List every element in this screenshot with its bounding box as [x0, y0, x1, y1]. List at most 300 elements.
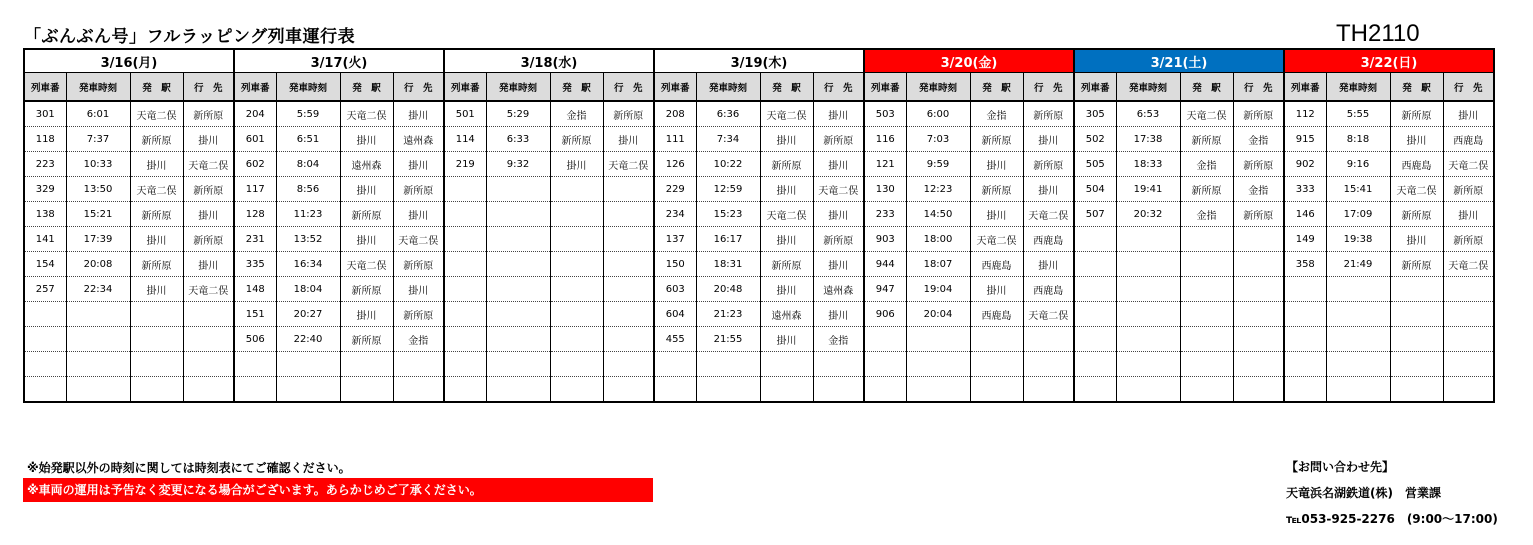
destination-cell: [1233, 352, 1284, 377]
train-number-cell: 305: [1074, 101, 1116, 127]
column-header-departure-time: 発車時刻: [1326, 73, 1390, 102]
departure-time-cell: [1116, 327, 1180, 352]
destination-cell: 掛川: [393, 101, 444, 127]
origin-cell: 新所原: [1180, 177, 1233, 202]
destination-cell: 掛川: [183, 202, 234, 227]
destination-cell: [393, 377, 444, 403]
destination-cell: 西鹿島: [1443, 127, 1494, 152]
departure-time-cell: [276, 352, 340, 377]
origin-cell: [130, 302, 183, 327]
column-header-destination: 行 先: [1233, 73, 1284, 102]
origin-cell: 新所原: [760, 152, 813, 177]
train-number-cell: [444, 377, 486, 403]
origin-cell: 金指: [550, 101, 603, 127]
origin-cell: [760, 352, 813, 377]
train-number-cell: 358: [1284, 252, 1326, 277]
destination-cell: [603, 302, 654, 327]
origin-cell: 金指: [1180, 202, 1233, 227]
train-number-cell: [1074, 227, 1116, 252]
departure-time-cell: 18:31: [696, 252, 760, 277]
origin-cell: 掛川: [1390, 127, 1443, 152]
destination-cell: 遠州森: [813, 277, 864, 302]
destination-cell: 天竜二俣: [1023, 302, 1074, 327]
destination-cell: [603, 252, 654, 277]
departure-time-cell: [696, 352, 760, 377]
origin-cell: 西鹿島: [970, 302, 1023, 327]
destination-cell: 金指: [813, 327, 864, 352]
column-header-destination: 行 先: [1443, 73, 1494, 102]
destination-cell: 掛川: [1443, 202, 1494, 227]
origin-cell: 金指: [970, 101, 1023, 127]
departure-time-cell: [696, 377, 760, 403]
train-number-cell: [1284, 377, 1326, 403]
destination-cell: 掛川: [603, 127, 654, 152]
origin-cell: 西鹿島: [1390, 152, 1443, 177]
origin-cell: 新所原: [550, 127, 603, 152]
origin-cell: [550, 252, 603, 277]
column-header-train-number: 列車番: [1284, 73, 1326, 102]
destination-cell: 新所原: [393, 177, 444, 202]
column-header-origin: 発 駅: [1390, 73, 1443, 102]
destination-cell: 新所原: [183, 227, 234, 252]
train-number-cell: 141: [24, 227, 66, 252]
origin-cell: 天竜二俣: [1390, 177, 1443, 202]
origin-cell: 新所原: [340, 327, 393, 352]
origin-cell: 新所原: [130, 202, 183, 227]
table-row: [24, 101, 1494, 127]
departure-time-cell: 18:04: [276, 277, 340, 302]
train-number-cell: 233: [864, 202, 906, 227]
departure-time-cell: [486, 227, 550, 252]
origin-cell: [550, 327, 603, 352]
column-header-destination: 行 先: [1023, 73, 1074, 102]
origin-cell: [550, 227, 603, 252]
train-number-cell: 301: [24, 101, 66, 127]
train-number-cell: [444, 277, 486, 302]
origin-cell: 西鹿島: [970, 252, 1023, 277]
destination-cell: [393, 352, 444, 377]
departure-time-cell: [486, 352, 550, 377]
destination-cell: 金指: [1233, 177, 1284, 202]
origin-cell: 遠州森: [760, 302, 813, 327]
train-number-cell: 501: [444, 101, 486, 127]
departure-time-cell: 15:41: [1326, 177, 1390, 202]
destination-cell: 新所原: [1233, 202, 1284, 227]
departure-time-cell: 21:49: [1326, 252, 1390, 277]
column-header-destination: 行 先: [813, 73, 864, 102]
destination-cell: 掛川: [813, 302, 864, 327]
origin-cell: 新所原: [1180, 127, 1233, 152]
origin-cell: 新所原: [130, 252, 183, 277]
train-number-cell: 116: [864, 127, 906, 152]
train-number-cell: 138: [24, 202, 66, 227]
departure-time-cell: 22:34: [66, 277, 130, 302]
train-number-cell: 947: [864, 277, 906, 302]
destination-cell: [603, 327, 654, 352]
destination-cell: 新所原: [183, 101, 234, 127]
origin-cell: [1390, 327, 1443, 352]
train-number-cell: [24, 327, 66, 352]
train-number-cell: 114: [444, 127, 486, 152]
destination-cell: 天竜二俣: [183, 152, 234, 177]
contact-label: 【お問い合わせ先】: [1286, 460, 1395, 474]
destination-cell: [1023, 327, 1074, 352]
departure-time-cell: 19:41: [1116, 177, 1180, 202]
departure-time-cell: [486, 377, 550, 403]
origin-cell: [340, 377, 393, 403]
origin-cell: 掛川: [760, 277, 813, 302]
departure-time-cell: 21:23: [696, 302, 760, 327]
origin-cell: 天竜二俣: [340, 101, 393, 127]
departure-time-cell: [1116, 377, 1180, 403]
origin-cell: 新所原: [970, 177, 1023, 202]
train-number-cell: [864, 352, 906, 377]
departure-time-cell: 13:50: [66, 177, 130, 202]
origin-cell: [1390, 302, 1443, 327]
origin-cell: [130, 377, 183, 403]
origin-cell: 掛川: [970, 277, 1023, 302]
train-number-cell: 229: [654, 177, 696, 202]
departure-time-cell: 8:56: [276, 177, 340, 202]
departure-time-cell: [66, 327, 130, 352]
departure-time-cell: 20:32: [1116, 202, 1180, 227]
destination-cell: 天竜二俣: [393, 227, 444, 252]
destination-cell: 新所原: [393, 302, 444, 327]
column-header-destination: 行 先: [183, 73, 234, 102]
departure-time-cell: [1116, 352, 1180, 377]
departure-time-cell: 22:40: [276, 327, 340, 352]
origin-cell: 掛川: [970, 152, 1023, 177]
train-number-cell: 208: [654, 101, 696, 127]
table-row: [24, 127, 1494, 152]
origin-cell: [1180, 352, 1233, 377]
column-header-row: [24, 73, 1494, 102]
departure-time-cell: [486, 302, 550, 327]
origin-cell: 掛川: [760, 227, 813, 252]
destination-cell: [1233, 227, 1284, 252]
departure-time-cell: [1326, 302, 1390, 327]
destination-cell: 新所原: [813, 127, 864, 152]
train-number-cell: 944: [864, 252, 906, 277]
origin-cell: 天竜二俣: [340, 252, 393, 277]
destination-cell: 新所原: [183, 177, 234, 202]
departure-time-cell: 19:38: [1326, 227, 1390, 252]
departure-time-cell: [1116, 227, 1180, 252]
departure-time-cell: 18:00: [906, 227, 970, 252]
departure-time-cell: [1326, 327, 1390, 352]
train-number-cell: 455: [654, 327, 696, 352]
train-number-cell: [444, 327, 486, 352]
origin-cell: [970, 352, 1023, 377]
train-number-cell: [1074, 377, 1116, 403]
day-header-1: 3/17(火): [234, 49, 444, 73]
departure-time-cell: 18:07: [906, 252, 970, 277]
destination-cell: [183, 302, 234, 327]
destination-cell: 掛川: [1023, 127, 1074, 152]
destination-cell: [1233, 377, 1284, 403]
train-number-cell: 146: [1284, 202, 1326, 227]
departure-time-cell: 8:04: [276, 152, 340, 177]
departure-time-cell: 6:36: [696, 101, 760, 127]
departure-time-cell: [66, 302, 130, 327]
departure-time-cell: 12:23: [906, 177, 970, 202]
train-number-cell: [1284, 302, 1326, 327]
departure-time-cell: 14:50: [906, 202, 970, 227]
train-number-cell: 204: [234, 101, 276, 127]
destination-cell: 天竜二俣: [813, 177, 864, 202]
day-header-2: 3/18(水): [444, 49, 654, 73]
destination-cell: 新所原: [1023, 152, 1074, 177]
train-number-cell: [1074, 302, 1116, 327]
origin-cell: [1180, 252, 1233, 277]
destination-cell: [603, 227, 654, 252]
origin-cell: 掛川: [760, 177, 813, 202]
train-number-cell: [1284, 277, 1326, 302]
column-header-departure-time: 発車時刻: [66, 73, 130, 102]
destination-cell: [1443, 277, 1494, 302]
train-number-cell: 506: [234, 327, 276, 352]
destination-cell: [603, 377, 654, 403]
destination-cell: 掛川: [1023, 252, 1074, 277]
departure-time-cell: 20:48: [696, 277, 760, 302]
departure-time-cell: [66, 352, 130, 377]
destination-cell: [813, 377, 864, 403]
train-number-cell: [864, 327, 906, 352]
train-number-cell: 505: [1074, 152, 1116, 177]
origin-cell: [1390, 277, 1443, 302]
destination-cell: 掛川: [813, 202, 864, 227]
page-title: 「ぶんぶん号」フルラッピング列車運行表: [24, 27, 356, 47]
train-number-cell: 504: [1074, 177, 1116, 202]
departure-time-cell: [906, 377, 970, 403]
train-number-cell: 902: [1284, 152, 1326, 177]
origin-cell: 天竜二俣: [130, 101, 183, 127]
column-header-train-number: 列車番: [654, 73, 696, 102]
destination-cell: [1443, 302, 1494, 327]
origin-cell: [1390, 352, 1443, 377]
train-number-cell: 915: [1284, 127, 1326, 152]
departure-time-cell: 9:16: [1326, 152, 1390, 177]
destination-cell: 天竜二俣: [1443, 252, 1494, 277]
origin-cell: [1180, 327, 1233, 352]
destination-cell: 新所原: [1443, 227, 1494, 252]
departure-time-cell: [486, 202, 550, 227]
destination-cell: [1443, 327, 1494, 352]
departure-time-cell: [1326, 277, 1390, 302]
note-vehicle-change-warning: ※車両の運用は予告なく変更になる場合がございます。あらかじめご了承ください。: [23, 478, 653, 502]
departure-time-cell: [486, 252, 550, 277]
destination-cell: 西鹿島: [1023, 277, 1074, 302]
departure-time-cell: 5:29: [486, 101, 550, 127]
destination-cell: 遠州森: [393, 127, 444, 152]
timetable-body: [24, 101, 1494, 402]
departure-time-cell: [1116, 302, 1180, 327]
departure-time-cell: 9:32: [486, 152, 550, 177]
train-number-cell: 112: [1284, 101, 1326, 127]
origin-cell: 掛川: [970, 202, 1023, 227]
destination-cell: 天竜二俣: [1023, 202, 1074, 227]
departure-time-cell: [906, 352, 970, 377]
column-header-train-number: 列車番: [24, 73, 66, 102]
destination-cell: 新所原: [393, 252, 444, 277]
train-number-cell: [444, 352, 486, 377]
train-number-cell: [234, 352, 276, 377]
origin-cell: [1180, 302, 1233, 327]
origin-cell: 新所原: [760, 252, 813, 277]
destination-cell: 掛川: [393, 202, 444, 227]
origin-cell: 天竜二俣: [130, 177, 183, 202]
train-number-cell: [1074, 352, 1116, 377]
origin-cell: 掛川: [760, 327, 813, 352]
table-row: [24, 202, 1494, 227]
departure-time-cell: 17:38: [1116, 127, 1180, 152]
train-number-cell: 503: [864, 101, 906, 127]
destination-cell: [183, 327, 234, 352]
table-row: [24, 177, 1494, 202]
train-number-cell: [444, 227, 486, 252]
origin-cell: 新所原: [340, 277, 393, 302]
departure-time-cell: 12:59: [696, 177, 760, 202]
destination-cell: 掛川: [393, 277, 444, 302]
train-number-cell: 507: [1074, 202, 1116, 227]
origin-cell: [1390, 377, 1443, 403]
column-header-train-number: 列車番: [1074, 73, 1116, 102]
destination-cell: 西鹿島: [1023, 227, 1074, 252]
destination-cell: 天竜二俣: [1443, 152, 1494, 177]
destination-cell: 新所原: [1443, 177, 1494, 202]
train-number-cell: 231: [234, 227, 276, 252]
destination-cell: 新所原: [1233, 152, 1284, 177]
departure-time-cell: 16:17: [696, 227, 760, 252]
destination-cell: [603, 352, 654, 377]
departure-time-cell: 6:33: [486, 127, 550, 152]
train-number-cell: [654, 352, 696, 377]
origin-cell: [1180, 277, 1233, 302]
origin-cell: 掛川: [130, 152, 183, 177]
departure-time-cell: 15:23: [696, 202, 760, 227]
train-number-cell: [24, 352, 66, 377]
origin-cell: 新所原: [970, 127, 1023, 152]
destination-cell: 新所原: [603, 101, 654, 127]
departure-time-cell: [486, 177, 550, 202]
departure-time-cell: 6:51: [276, 127, 340, 152]
origin-cell: 天竜二俣: [1180, 101, 1233, 127]
departure-time-cell: 7:37: [66, 127, 130, 152]
origin-cell: 掛川: [340, 177, 393, 202]
departure-time-cell: 15:21: [66, 202, 130, 227]
table-row: [24, 152, 1494, 177]
column-header-origin: 発 駅: [970, 73, 1023, 102]
destination-cell: [1233, 302, 1284, 327]
departure-time-cell: 6:01: [66, 101, 130, 127]
column-header-train-number: 列車番: [864, 73, 906, 102]
day-header-6: 3/22(日): [1284, 49, 1494, 73]
table-row: [24, 377, 1494, 403]
destination-cell: [183, 352, 234, 377]
day-header-4: 3/20(金): [864, 49, 1074, 73]
train-number-cell: [1074, 277, 1116, 302]
column-header-departure-time: 発車時刻: [1116, 73, 1180, 102]
train-number-cell: 502: [1074, 127, 1116, 152]
train-number-cell: [24, 302, 66, 327]
column-header-destination: 行 先: [393, 73, 444, 102]
departure-time-cell: 21:55: [696, 327, 760, 352]
train-number-cell: 151: [234, 302, 276, 327]
destination-cell: [1443, 377, 1494, 403]
day-header-row: [24, 49, 1494, 73]
train-number-cell: [444, 252, 486, 277]
train-number-cell: 257: [24, 277, 66, 302]
destination-cell: [1233, 327, 1284, 352]
origin-cell: [550, 202, 603, 227]
train-number-cell: 602: [234, 152, 276, 177]
origin-cell: [550, 177, 603, 202]
departure-time-cell: [1326, 377, 1390, 403]
departure-time-cell: [1116, 252, 1180, 277]
destination-cell: [1023, 352, 1074, 377]
note-timetable-reference: ※始発駅以外の時刻に関しては時刻表にてご確認ください。: [27, 461, 351, 475]
destination-cell: 掛川: [183, 252, 234, 277]
origin-cell: 遠州森: [340, 152, 393, 177]
destination-cell: [1233, 277, 1284, 302]
departure-time-cell: [1326, 352, 1390, 377]
destination-cell: [603, 277, 654, 302]
departure-time-cell: 20:08: [66, 252, 130, 277]
departure-time-cell: 10:33: [66, 152, 130, 177]
origin-cell: 掛川: [1390, 227, 1443, 252]
origin-cell: 天竜二俣: [760, 202, 813, 227]
departure-time-cell: [276, 377, 340, 403]
destination-cell: 掛川: [1023, 177, 1074, 202]
train-number-cell: 906: [864, 302, 906, 327]
train-number-cell: [24, 377, 66, 403]
contact-phone: ℡053-925-2276 (9:00～17:00): [1286, 512, 1498, 526]
departure-time-cell: 9:59: [906, 152, 970, 177]
train-number-cell: [1284, 352, 1326, 377]
departure-time-cell: 5:59: [276, 101, 340, 127]
departure-time-cell: 11:23: [276, 202, 340, 227]
departure-time-cell: [66, 377, 130, 403]
departure-time-cell: [486, 327, 550, 352]
departure-time-cell: 6:00: [906, 101, 970, 127]
column-header-origin: 発 駅: [760, 73, 813, 102]
train-number-cell: 148: [234, 277, 276, 302]
column-header-destination: 行 先: [603, 73, 654, 102]
train-number-cell: 117: [234, 177, 276, 202]
destination-cell: [1023, 377, 1074, 403]
train-number-cell: 219: [444, 152, 486, 177]
departure-time-cell: [1116, 277, 1180, 302]
column-header-departure-time: 発車時刻: [906, 73, 970, 102]
table-row: [24, 327, 1494, 352]
table-row: [24, 277, 1494, 302]
destination-cell: [183, 377, 234, 403]
origin-cell: [130, 327, 183, 352]
origin-cell: [550, 302, 603, 327]
train-number-cell: 223: [24, 152, 66, 177]
origin-cell: [130, 352, 183, 377]
origin-cell: [550, 377, 603, 403]
train-number-cell: [234, 377, 276, 403]
departure-time-cell: [486, 277, 550, 302]
destination-cell: [603, 177, 654, 202]
departure-time-cell: 7:34: [696, 127, 760, 152]
departure-time-cell: 10:22: [696, 152, 760, 177]
departure-time-cell: 19:04: [906, 277, 970, 302]
column-header-origin: 発 駅: [550, 73, 603, 102]
table-row: [24, 302, 1494, 327]
timetable: [23, 48, 1495, 403]
